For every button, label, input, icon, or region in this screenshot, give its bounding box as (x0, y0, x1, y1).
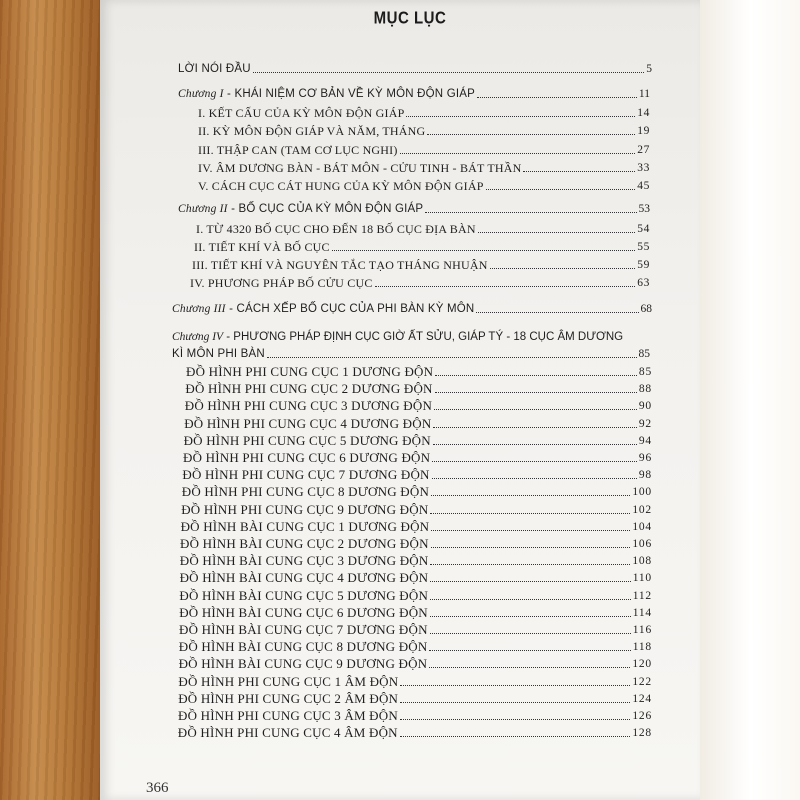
toc-section (198, 143, 650, 157)
toc-page: 94 (638, 434, 652, 447)
leader-dots (431, 494, 630, 496)
toc-page: 104 (632, 520, 652, 533)
toc-figure-entry (182, 468, 652, 482)
toc-label: ĐỒ HÌNH PHI CUNG CỤC 4 DƯƠNG ĐỘN (184, 415, 432, 431)
toc-page: 33 (637, 162, 650, 174)
toc-label: IV. ÂM DƯƠNG BÀN - BÁT MÔN - CỬU TINH - BÁT THẦN (198, 161, 522, 175)
toc-section (192, 258, 650, 272)
leader-dots (430, 512, 630, 514)
toc-section (198, 124, 650, 138)
toc-figure-entry (178, 726, 652, 740)
toc-page: 85 (638, 366, 652, 378)
toc-figure-entry (184, 417, 652, 431)
toc-section (198, 161, 650, 175)
toc-label: IV. PHƯƠNG PHÁP BỐ CỬU CỤC (190, 276, 373, 290)
toc-page: 63 (637, 277, 650, 289)
toc-page: 110 (632, 572, 652, 585)
toc-label: ĐỒ HÌNH PHI CUNG CỤC 6 DƯƠNG ĐỘN (183, 450, 431, 465)
toc-label: ĐỒ HÌNH PHI CUNG CỤC 4 ÂM ĐỘN (177, 725, 398, 741)
toc-page: 118 (632, 641, 652, 654)
toc-label: ĐỒ HÌNH PHI CUNG CỤC 1 DƯƠNG ĐỘN (186, 364, 434, 379)
toc-page: 98 (638, 469, 652, 482)
leader-dots (430, 632, 631, 634)
chapter-title: - PHƯƠNG PHÁP ĐỊNH CỤC GIỜ ẤT SỬU, GIÁP TÝ - 18 CỤC ÂM DƯƠNG (223, 331, 624, 343)
toc-label: ĐỒ HÌNH PHI CUNG CỤC 3 DƯƠNG ĐỘN (184, 398, 433, 414)
toc-figure-entry (179, 589, 652, 603)
toc-figure-entry (182, 485, 652, 499)
toc-page: 55 (637, 241, 650, 253)
toc-figure-entry (180, 554, 652, 568)
toc-page: 102 (632, 503, 652, 516)
toc-page: 116 (632, 624, 652, 636)
toc-page: 59 (637, 259, 650, 271)
toc-figure-entry (180, 537, 652, 551)
toc-label: II. TIẾT KHÍ VÀ BỐ CỤC (194, 240, 330, 254)
toc-page: 68 (640, 303, 652, 315)
toc-page: 112 (632, 589, 652, 602)
toc-figure-entry (178, 692, 652, 706)
toc-label: ĐỒ HÌNH BÀI CUNG CỤC 9 DƯƠNG ĐỘN (178, 656, 428, 672)
toc-figure-entry (183, 451, 652, 465)
background-right (700, 0, 800, 800)
toc-chapter-4 (172, 347, 650, 361)
page-number: 366 (146, 780, 169, 796)
chapter-prefix: Chương I (178, 88, 224, 100)
toc-figure-entry (185, 382, 652, 396)
chapter-title: - BỐ CỤC CỦA KỲ MÔN ĐỘN GIÁP (227, 203, 424, 215)
toc-page: 54 (637, 223, 650, 235)
toc-label: ĐỒ HÌNH BÀI CUNG CỤC 5 DƯƠNG ĐỘN (179, 587, 429, 603)
leader-dots (434, 408, 637, 410)
toc-page: 88 (638, 383, 652, 396)
chapter-title: - CÁCH XẾP BỐ CỤC CỦA PHI BÀN KỲ MÔN (225, 303, 475, 315)
leader-dots (400, 718, 630, 720)
toc-figure-entry (178, 709, 652, 723)
toc-figure-entry (179, 640, 652, 654)
leader-dots (432, 460, 637, 462)
toc-figure-entry (179, 623, 652, 637)
toc-label: ĐỒ HÌNH PHI CUNG CỤC 2 DƯƠNG ĐỘN (185, 381, 433, 397)
toc-section (198, 179, 650, 193)
leader-dots (432, 477, 637, 479)
toc-page: 106 (632, 538, 652, 550)
toc-figure-entry (180, 571, 652, 585)
toc-figure-entry (181, 520, 652, 534)
toc-label: III. THẬP CAN (TAM CƠ LỤC NGHI) (198, 143, 398, 157)
leader-dots (400, 684, 630, 686)
toc-label: ĐỒ HÌNH PHI CUNG CỤC 3 ÂM ĐỘN (178, 708, 398, 723)
toc-page: 120 (632, 658, 652, 671)
toc-figure-entry (185, 399, 652, 413)
toc-label: ĐỒ HÌNH BÀI CUNG CỤC 7 DƯƠNG ĐỘN (179, 622, 428, 637)
toc-label: ĐỒ HÌNH BÀI CUNG CỤC 8 DƯƠNG ĐỘN (178, 639, 428, 655)
toc-entry-preface (178, 62, 652, 76)
toc-page: 85 (638, 348, 650, 360)
toc-chapter-3 (172, 302, 652, 316)
toc-label: ĐỒ HÌNH PHI CUNG CỤC 1 ÂM ĐỘN (178, 673, 399, 689)
toc-label: V. CÁCH CỤC CÁT HUNG CỦA KỲ MÔN ĐỘN GIÁP (198, 179, 484, 193)
toc-label: I. KẾT CẤU CỦA KỲ MÔN ĐỘN GIÁP (198, 106, 405, 120)
toc-label: ĐỒ HÌNH PHI CUNG CỤC 8 DƯƠNG ĐỘN (181, 484, 430, 500)
page-title: MỤC LỤC (373, 8, 447, 29)
leader-dots (477, 96, 637, 98)
toc-figure-entry (186, 365, 652, 379)
leader-dots (429, 649, 630, 651)
toc-label: ĐỒ HÌNH BÀI CUNG CỤC 1 DƯƠNG ĐỘN (180, 518, 430, 534)
toc-label: ĐỒ HÌNH BÀI CUNG CỤC 6 DƯƠNG ĐỘN (179, 604, 428, 620)
toc-label: I. TỪ 4320 BỐ CỤC CHO ĐẾN 18 BỐ CỤC ĐỊA BÀN (196, 222, 476, 236)
toc-page: 45 (637, 180, 650, 192)
leader-dots (430, 598, 631, 600)
toc-label: ĐỒ HÌNH BÀI CUNG CỤC 3 DƯƠNG ĐỘN (179, 553, 429, 569)
toc-figure-entry (179, 606, 652, 620)
toc-page: 126 (632, 710, 652, 722)
leader-dots (431, 546, 631, 548)
toc-label: ĐỒ HÌNH BÀI CUNG CỤC 2 DƯƠNG ĐỘN (180, 536, 429, 551)
toc-page: 108 (632, 555, 652, 568)
toc-label: ĐỒ HÌNH PHI CUNG CỤC 9 DƯƠNG ĐỘN (181, 501, 429, 517)
toc-page: 122 (632, 675, 652, 688)
toc-section (198, 106, 650, 120)
toc-page: 92 (638, 417, 652, 430)
toc-page: 124 (632, 692, 652, 705)
leader-dots (429, 666, 630, 668)
toc-page: 128 (632, 727, 652, 740)
chapter-prefix: Chương II (178, 203, 228, 215)
chapter-prefix: Chương III (172, 303, 226, 315)
toc-page: 11 (638, 88, 650, 100)
leader-dots (430, 563, 630, 565)
chapter-title: - KHÁI NIỆM CƠ BẢN VỀ KỲ MÔN ĐỘN GIÁP (223, 88, 475, 100)
toc-label: LỜI NÓI ĐẦU (178, 63, 251, 75)
toc-label: ĐỒ HÌNH PHI CUNG CỤC 2 ÂM ĐỘN (178, 690, 399, 706)
toc-chapter-4-title (172, 331, 623, 343)
toc-page: 5 (646, 63, 652, 75)
toc-page: 100 (632, 486, 652, 499)
leader-dots (435, 374, 637, 376)
toc-label: III. TIẾT KHÍ VÀ NGUYÊN TẮC TẠO THÁNG NHUẬN (192, 258, 488, 272)
toc-figure-entry (181, 503, 652, 517)
wooden-table-left (0, 0, 100, 800)
chapter-title-cont: KÌ MÔN PHI BÀN (172, 348, 265, 360)
leader-dots (253, 71, 644, 73)
toc-section (196, 222, 650, 236)
leader-dots (435, 391, 637, 393)
toc-figure-entry (178, 675, 652, 689)
leader-dots (433, 426, 636, 428)
toc-chapter-2 (178, 202, 650, 216)
toc-label: ĐỒ HÌNH BÀI CUNG CỤC 4 DƯƠNG ĐỘN (179, 570, 429, 586)
toc-label: II. KỲ MÔN ĐỘN GIÁP VÀ NĂM, THÁNG (198, 124, 426, 138)
toc-page: 90 (638, 400, 652, 413)
toc-figure-entry (184, 434, 652, 448)
leader-dots (430, 615, 631, 617)
leader-dots (430, 580, 630, 582)
toc-figure-entry (179, 657, 652, 671)
toc-section (194, 240, 650, 254)
chapter-prefix: Chương IV (172, 331, 224, 343)
toc-page: 114 (632, 606, 652, 619)
toc-section (190, 276, 650, 290)
leader-dots (431, 529, 630, 531)
toc-page: 19 (637, 125, 650, 137)
toc-page: 14 (637, 107, 650, 119)
leader-dots (400, 735, 631, 737)
toc-page: 53 (638, 203, 650, 215)
toc-chapter-1 (178, 87, 650, 101)
toc-page: 27 (637, 144, 650, 156)
leader-dots (400, 701, 630, 703)
leader-dots (433, 443, 637, 445)
toc-page: 96 (638, 452, 652, 464)
toc-label: ĐỒ HÌNH PHI CUNG CỤC 5 DƯƠNG ĐỘN (183, 432, 431, 448)
toc-label: ĐỒ HÌNH PHI CUNG CỤC 7 DƯƠNG ĐỘN (182, 467, 430, 483)
